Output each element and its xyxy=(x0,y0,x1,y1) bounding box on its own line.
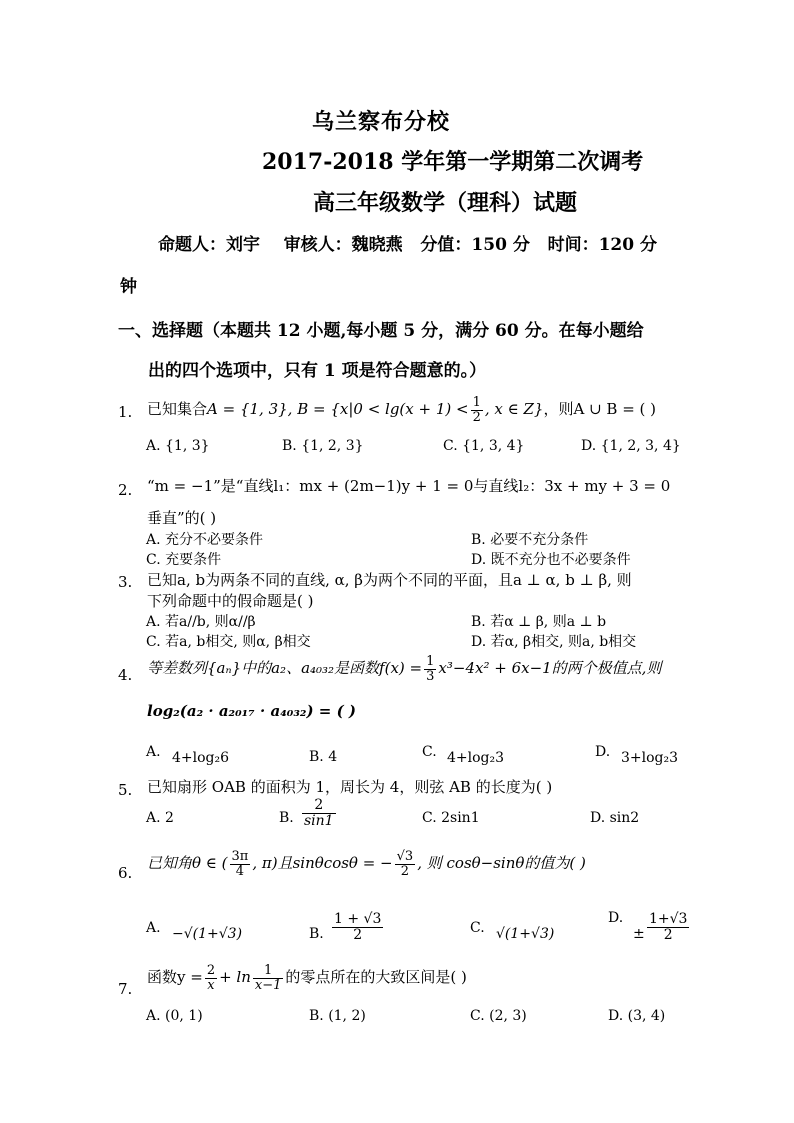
option-d: D. (3, 4) xyxy=(608,1008,666,1024)
exam-info-wrap: 钟 xyxy=(120,277,137,297)
option-b: B. (1, 2) xyxy=(309,1008,366,1024)
question-stem xyxy=(147,655,661,683)
option-c: C. (2, 3) xyxy=(470,1008,527,1024)
stem-math: x³−4x² + 6x−1的两个极值点,则 xyxy=(438,659,662,678)
question-number: 7. xyxy=(118,980,133,998)
option-d: 3+log₂3 xyxy=(621,750,679,766)
fraction: $\frac{1}{x-1}$ xyxy=(254,963,282,993)
stem-text: 函数y = xyxy=(147,968,203,987)
option-b-label: B. xyxy=(309,926,324,942)
option-c: C. {1, 3, 4} xyxy=(443,438,525,454)
question-number: 6. xyxy=(118,864,133,882)
option-a: A. {1, 3} xyxy=(146,438,210,454)
question-stem-cont: log₂(a₂ · a₂₀₁₇ · a₄₀₃₂) = ( ) xyxy=(147,702,357,720)
stem-text: ，则A ∪ B = ( ) xyxy=(543,400,657,419)
stem-math: , x ∈ Z} xyxy=(484,400,544,419)
option-d: D. 既不充分也不必要条件 xyxy=(471,552,631,568)
fraction-numerator: 2 xyxy=(302,798,336,814)
fraction: $\frac{1}{3}$ xyxy=(426,654,435,684)
option-b: B. {1, 2, 3} xyxy=(282,438,364,454)
option-a-label: A. xyxy=(146,920,161,936)
fraction: $\frac{2}{x}$ xyxy=(206,963,216,993)
question-number: 1. xyxy=(118,403,133,421)
option-a: −√(1+√3) xyxy=(172,926,243,942)
question-stem-cont: 垂直”的( ) xyxy=(147,509,217,527)
exam-info: 命题人：刘宇 审核人：魏晓燕 分值：150 分 时间：120 分 xyxy=(158,235,657,255)
stem-math: 已知角θ ∈ ( xyxy=(147,854,228,873)
section-title-line2: 出的四个选项中，只有 1 项是符合题意的。） xyxy=(148,361,487,381)
option-a: A. 充分不必要条件 xyxy=(146,532,264,548)
exam-term: 2017-2018 学年第一学期第二次调考 xyxy=(262,149,644,175)
question-stem xyxy=(147,396,656,424)
question-number: 5. xyxy=(118,781,133,799)
question-number: 4. xyxy=(118,666,133,684)
option-c: 4+log₂3 xyxy=(447,750,505,766)
exam-subject: 高三年级数学（理科）试题 xyxy=(313,190,578,216)
question-stem: “m = −1”是“直线l₁：mx + (2m−1)y + 1 = 0与直线l₂：3x + my + 3 = 0 xyxy=(147,477,671,495)
option-d-label: D. xyxy=(608,910,624,926)
fraction: $\frac{√3}{2}$ xyxy=(396,849,414,879)
question-number: 2. xyxy=(118,481,133,499)
option-c: C. 充要条件 xyxy=(146,552,222,568)
section-title-line1: 一、选择题（本题共 12 小题,每小题 5 分，满分 60 分。在每小题给 xyxy=(118,321,644,341)
stem-text: 的零点所在的大致区间是( ) xyxy=(285,968,467,987)
option-c: C. 2sin1 xyxy=(422,810,480,826)
option-b-fraction xyxy=(332,912,383,942)
option-d: D. {1, 2, 3, 4} xyxy=(581,438,681,454)
question-stem xyxy=(147,964,467,992)
fraction-denominator: 2 xyxy=(663,926,673,943)
option-b: B. 4 xyxy=(309,749,338,765)
question-stem xyxy=(147,850,586,878)
stem-math: 等差数列{aₙ}中的a₂、a₄₀₃₂是函数f(x) = xyxy=(147,659,423,678)
fraction-numerator: 1+√3 xyxy=(649,911,688,927)
option-d: D. sin2 xyxy=(590,810,640,826)
option-c-label: C. xyxy=(422,744,437,760)
question-stem: 已知a, b为两条不同的直线, α, β为两个不同的平面，且a ⊥ α, b ⊥ β, 则 xyxy=(147,571,632,589)
option-a: A. 若a//b, 则α//β xyxy=(146,614,256,630)
fraction-numerator: 1 + √3 xyxy=(334,911,382,927)
fraction: $\frac{1}{2}$ xyxy=(472,395,481,425)
stem-math: A = {1, 3}, B = {x|0 < lg(x + 1) < xyxy=(207,400,469,419)
stem-math: + ln xyxy=(219,968,251,987)
option-d-label: D. xyxy=(595,744,611,760)
option-d-sign: ± xyxy=(633,926,645,942)
option-a: 4+log₂6 xyxy=(172,750,230,766)
option-c: √(1+√3) xyxy=(496,926,555,942)
option-c: C. 若a, b相交, 则α, β相交 xyxy=(146,634,311,650)
option-b-fraction xyxy=(302,798,336,828)
option-b: B. 必要不充分条件 xyxy=(471,532,589,548)
fraction-denominator: 2 xyxy=(353,926,363,943)
question-number: 3. xyxy=(118,573,133,591)
option-a: A. (0, 1) xyxy=(146,1008,203,1024)
option-d-fraction xyxy=(647,912,689,942)
question-stem-cont: 下列命题中的假命题是( ) xyxy=(147,592,314,610)
option-b: B. 若α ⊥ β, 则a ⊥ b xyxy=(471,614,607,630)
option-a-label: A. xyxy=(146,744,161,760)
school-name: 乌兰察布分校 xyxy=(312,109,451,135)
fraction: $\frac{3\pi}{4}$ xyxy=(231,849,249,879)
option-d: D. 若α, β相交, 则a, b相交 xyxy=(471,634,637,650)
question-stem: 已知扇形 OAB 的面积为 1，周长为 4，则弦 AB 的长度为( ) xyxy=(147,778,553,796)
stem-text: 已知集合 xyxy=(147,400,208,419)
fraction-denominator: sin1 xyxy=(304,812,334,829)
stem-math: , π)且sinθcosθ = − xyxy=(252,854,393,873)
option-b-label: B. xyxy=(279,810,294,826)
stem-math: , 则 cosθ−sinθ的值为( ) xyxy=(417,854,586,873)
option-c-label: C. xyxy=(470,920,485,936)
option-a: A. 2 xyxy=(146,810,174,826)
